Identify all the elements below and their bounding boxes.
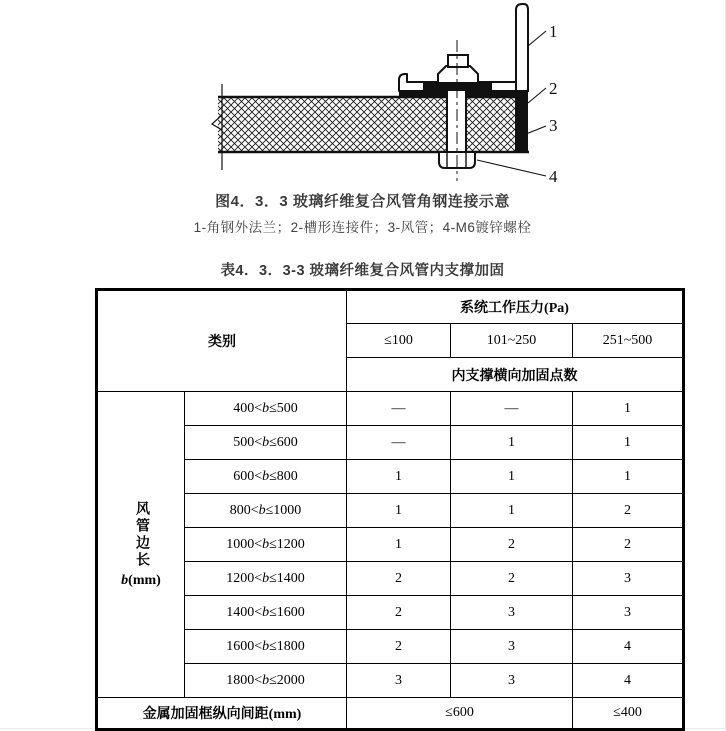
figure-caption: 图4．3．3 玻璃纤维复合风管角钢连接示意 xyxy=(215,193,510,210)
value-cell: 3 xyxy=(451,664,573,698)
range-cell: 800<b≤1000 xyxy=(185,494,347,528)
value-cell: 2 xyxy=(347,630,451,664)
part-label-duct: 3 xyxy=(549,116,558,135)
value-cell: 3 xyxy=(451,630,573,664)
value-cell: 1 xyxy=(347,460,451,494)
value-cell: 2 xyxy=(451,562,573,596)
value-cell: 4 xyxy=(573,664,684,698)
range-cell: 1000<b≤1200 xyxy=(185,528,347,562)
range-cell: 500<b≤600 xyxy=(185,426,347,460)
table-title: 表4．3．3-3 玻璃纤维复合风管内支撑加固 xyxy=(220,263,505,279)
row-group-vertical-label: 风管边长 xyxy=(134,500,149,569)
part-label-angle-flange: 1 xyxy=(549,22,558,41)
value-cell: 1 xyxy=(451,494,573,528)
value-cell: 2 xyxy=(347,562,451,596)
row-group-duct-side-length xyxy=(97,392,185,698)
row-group-unit-label: b(mm) xyxy=(121,572,161,588)
table-footer-row xyxy=(97,698,684,730)
value-cell: 2 xyxy=(451,528,573,562)
header-range-2: 101~250 xyxy=(451,324,573,358)
part-label-channel-connector: 2 xyxy=(549,79,558,98)
value-cell: 2 xyxy=(573,494,684,528)
value-cell: 1 xyxy=(573,426,684,460)
value-cell: 3 xyxy=(347,664,451,698)
header-category: 类别 xyxy=(97,290,347,392)
value-cell: 3 xyxy=(451,596,573,630)
value-cell: 1 xyxy=(451,460,573,494)
duct-connection-diagram xyxy=(0,0,726,188)
table-row xyxy=(97,562,684,596)
table-row xyxy=(97,460,684,494)
value-cell: 1 xyxy=(347,494,451,528)
value-cell: 3 xyxy=(573,596,684,630)
header-range-3: 251~500 xyxy=(573,324,684,358)
range-cell: 600<b≤800 xyxy=(185,460,347,494)
range-cell: 400<b≤500 xyxy=(185,392,347,426)
value-cell: 2 xyxy=(347,596,451,630)
header-reinforce-points: 内支撑横向加固点数 xyxy=(347,358,684,392)
upper-nut xyxy=(438,66,478,83)
bolt-tip xyxy=(448,55,468,67)
value-cell: — xyxy=(347,392,451,426)
value-cell: — xyxy=(451,392,573,426)
range-cell: 1200<b≤1400 xyxy=(185,562,347,596)
figure-legend: 1-角钢外法兰；2-槽形连接件；3-风管；4-M6镀锌螺栓 xyxy=(193,220,532,235)
range-cell: 1400<b≤1600 xyxy=(185,596,347,630)
value-cell: 1 xyxy=(451,426,573,460)
value-cell: 1 xyxy=(573,460,684,494)
value-cell: 2 xyxy=(573,528,684,562)
part-label-bolt: 4 xyxy=(549,167,558,186)
footer-label: 金属加固框纵向间距(mm) xyxy=(97,698,347,730)
table-row xyxy=(97,664,684,698)
value-cell: 4 xyxy=(573,630,684,664)
value-cell: 3 xyxy=(573,562,684,596)
footer-value-2: ≤400 xyxy=(573,698,684,730)
value-cell: 1 xyxy=(347,528,451,562)
reinforcement-table xyxy=(95,288,685,731)
table-row xyxy=(97,630,684,664)
table-row xyxy=(97,528,684,562)
range-cell: 1600<b≤1800 xyxy=(185,630,347,664)
value-cell: — xyxy=(347,426,451,460)
header-range-1: ≤100 xyxy=(347,324,451,358)
footer-value-1: ≤600 xyxy=(347,698,573,730)
table-row xyxy=(97,426,684,460)
table-row xyxy=(97,392,684,426)
range-cell: 1800<b≤2000 xyxy=(185,664,347,698)
duct-section xyxy=(218,97,529,152)
header-pressure: 系统工作压力(Pa) xyxy=(347,290,684,324)
value-cell: 1 xyxy=(573,392,684,426)
table-row xyxy=(97,494,684,528)
table-row xyxy=(97,596,684,630)
